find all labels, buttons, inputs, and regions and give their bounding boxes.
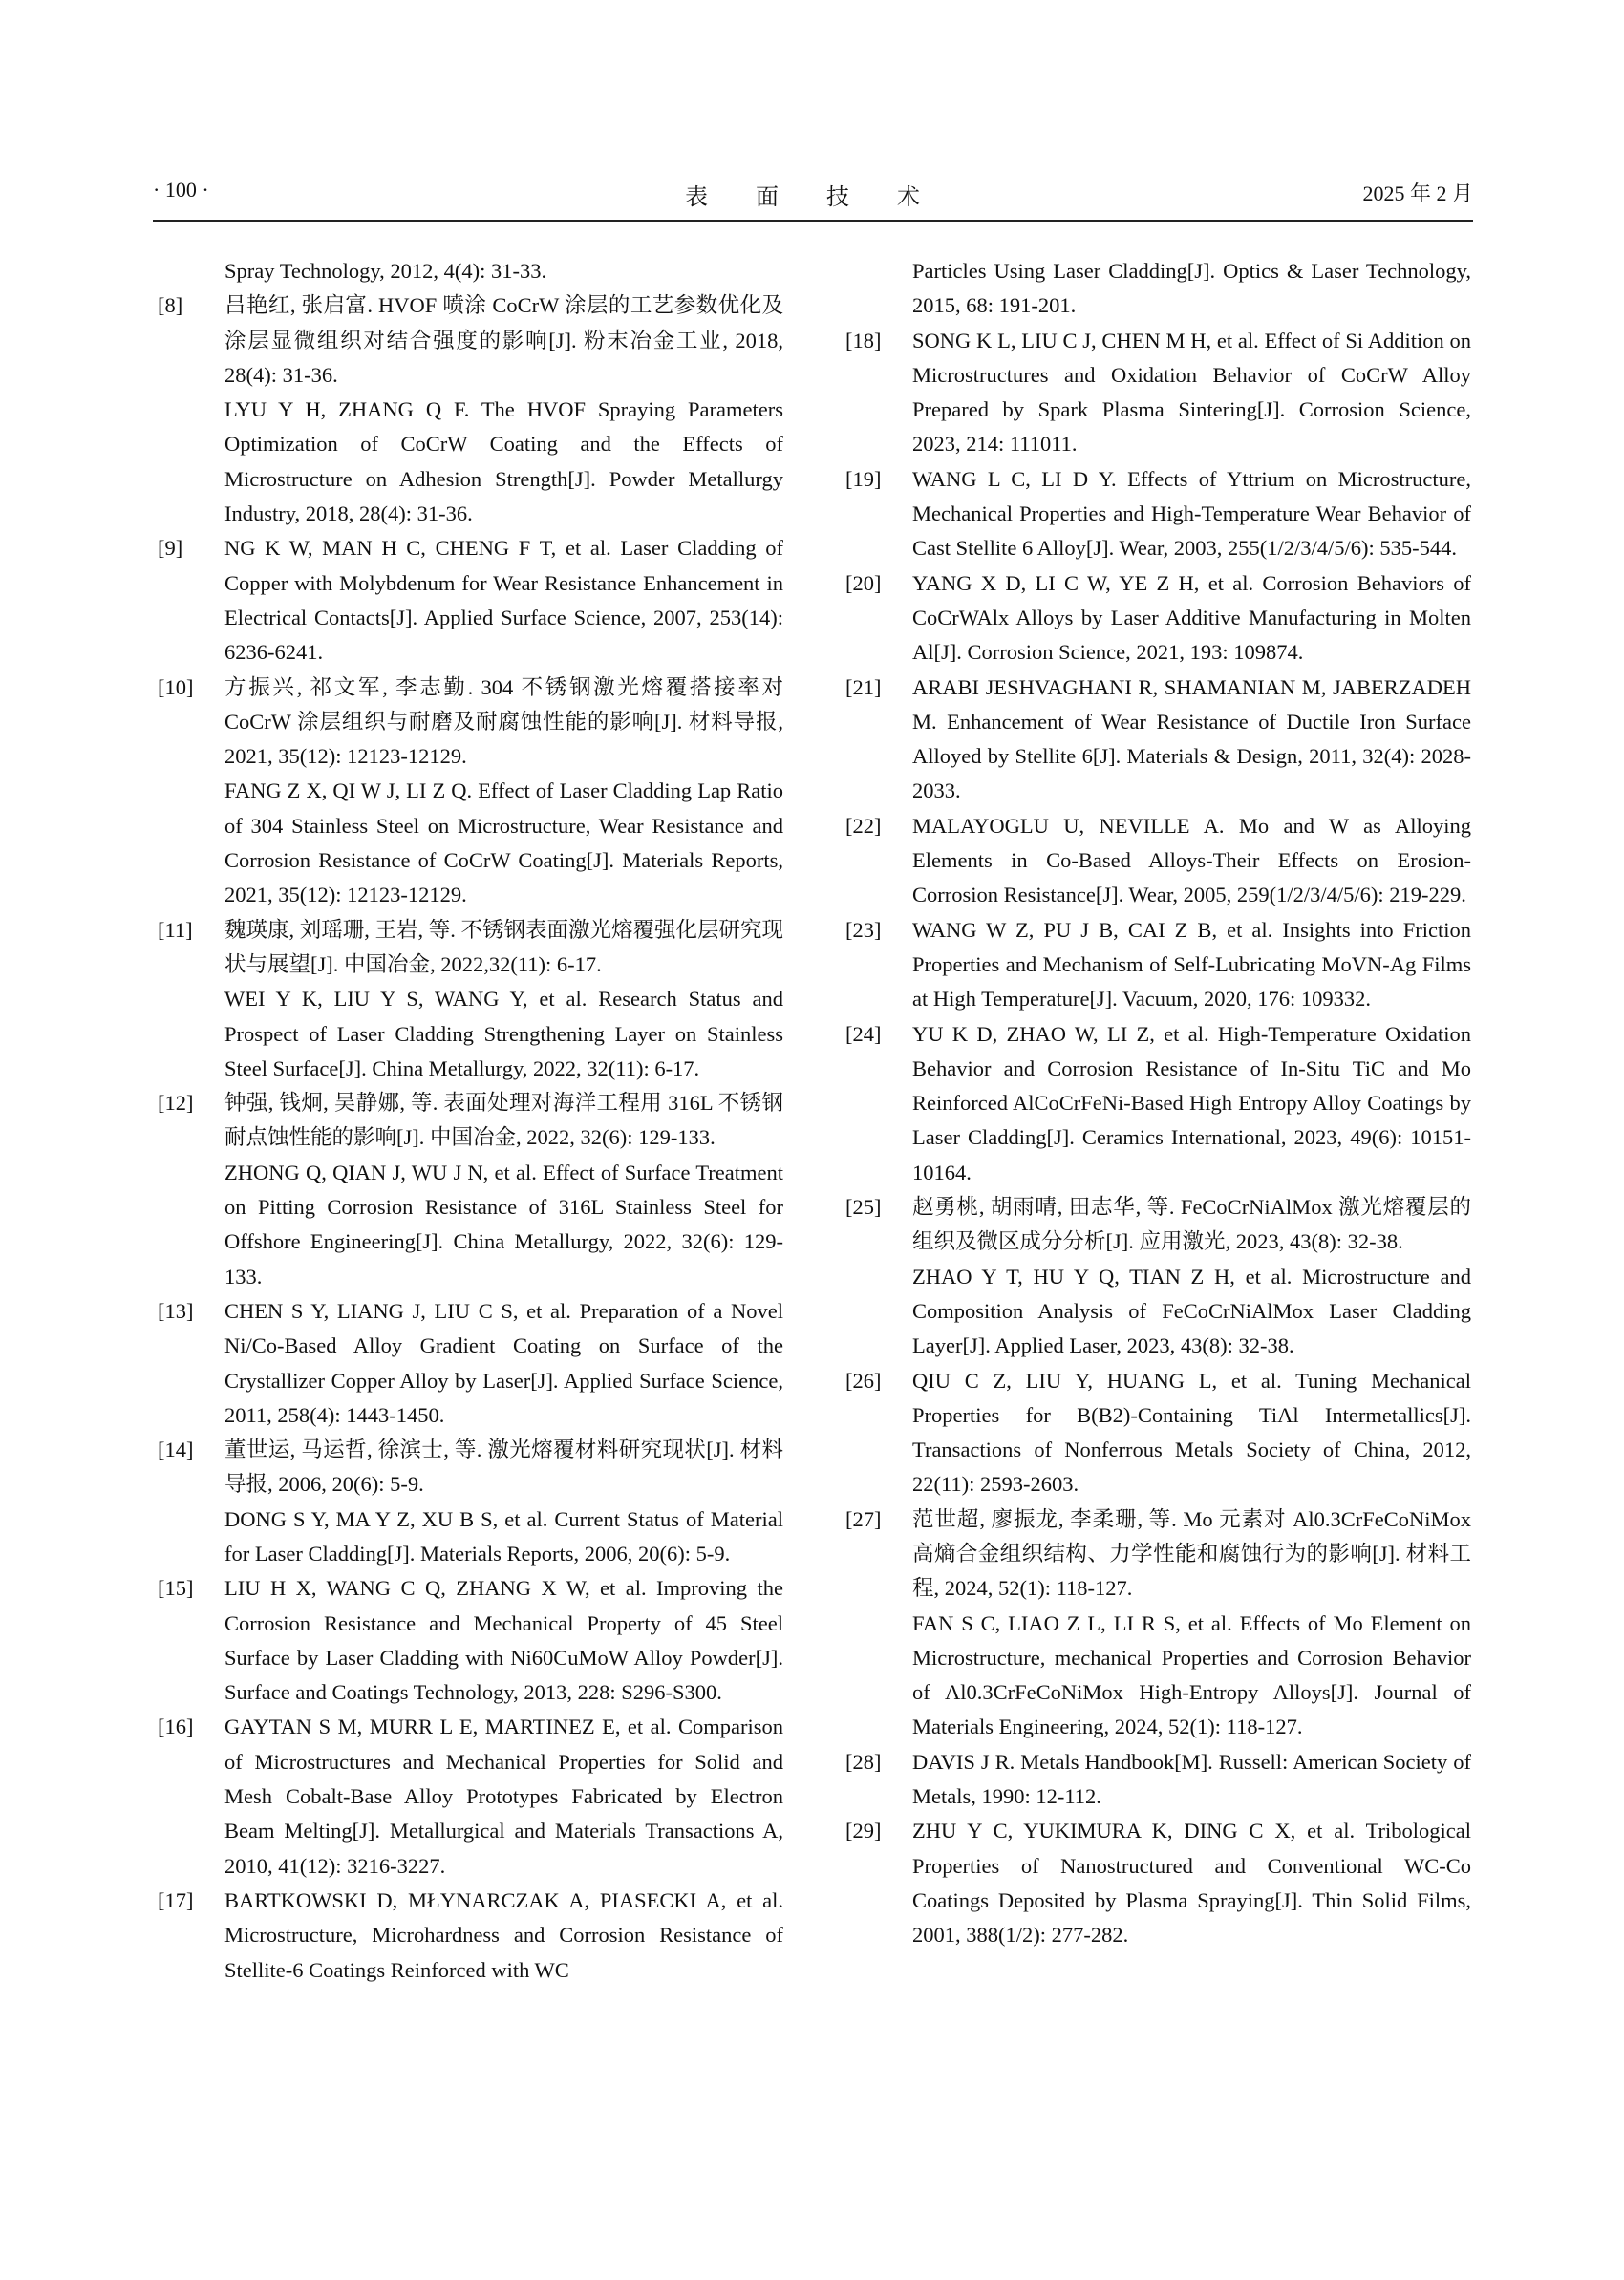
reference-number: [16]: [158, 1715, 194, 1739]
reference-text: BARTKOWSKI D, MŁYNARCZAK A, PIASECKI A, et al. Microstructure, Microhardness and Corrosion Resistance of Stellite-6 Coatings Reinforced with WC: [224, 1887, 783, 1982]
reference-text: 赵勇桃, 胡雨晴, 田志华, 等. FeCoCrNiAlMox 激光熔覆层的组织及微区成分分析[J]. 应用激光, 2023, 43(8): 32-38.: [912, 1195, 1471, 1254]
reference-continuation: [841, 254, 1471, 324]
reference-text: QIU C Z, LIU Y, HUANG L, et al. Tuning Mechanical Properties for B(B2)-Containing TiAl Intermetallics[J]. Transactions of Nonferrous Metals Society of China, 2012, 22(11): 2593-2603.: [912, 1368, 1471, 1497]
reference-column-right: [841, 254, 1471, 1953]
reference-number: [28]: [845, 1749, 882, 1774]
reference-text: Particles Using Laser Cladding[J]. Optics & Laser Technology, 2015, 68: 191-201.: [912, 259, 1471, 318]
reference-number: [21]: [845, 674, 882, 699]
reference-text: CHEN S Y, LIANG J, LIU C S, et al. Preparation of a Novel Ni/Co-Based Alloy Gradient Coating on Surface of the Crystallizer Copper Alloy by Laser[J]. Applied Surface Science, 2011, 258(4): 1443-1450.: [224, 1298, 783, 1427]
issue-date: 2025 年 2 月: [1362, 181, 1473, 205]
reference-item: [841, 1502, 1471, 1745]
reference-text: SONG K L, LIU C J, CHEN M H, et al. Effect of Si Addition on Microstructures and Oxidation Behavior of CoCrW Alloy Prepared by Spark Plasma Sintering[J]. Corrosion Science, 2023, 214: 111011.: [912, 328, 1471, 457]
reference-number: [12]: [158, 1091, 194, 1116]
reference-text: FAN S C, LIAO Z L, LI R S, et al. Effects of Mo Element on Microstructure, mechanical Properties and Corrosion Behavior of Al0.3CrFeCoNiMox High-Entropy Alloys[J]. Journal of Materials Engineering, 2024, 52(1): 118-127.: [912, 1610, 1471, 1739]
reference-number: [9]: [158, 536, 183, 561]
reference-number: [17]: [158, 1887, 194, 1912]
page-number: · 100 ·: [153, 178, 209, 202]
reference-number: [22]: [845, 813, 882, 838]
reference-number: [19]: [845, 466, 882, 491]
reference-text: DONG S Y, MA Y Z, XU B S, et al. Current Status of Material for Laser Cladding[J]. Materials Reports, 2006, 20(6): 5-9.: [224, 1506, 783, 1566]
reference-item: [153, 1294, 783, 1433]
reference-text: ZHAO Y T, HU Y Q, TIAN Z H, et al. Microstructure and Composition Analysis of FeCoCrNiAlMox Laser Cladding Layer[J]. Applied Laser, 2023, 43(8): 32-38.: [912, 1264, 1471, 1358]
running-header: [153, 178, 1473, 220]
reference-number: [15]: [158, 1576, 194, 1601]
reference-item: [841, 324, 1471, 462]
reference-continuation: [153, 254, 783, 288]
reference-item: [153, 1884, 783, 1988]
reference-item: [153, 913, 783, 1086]
reference-item: [841, 566, 1471, 671]
reference-number: [20]: [845, 570, 882, 595]
reference-number: [24]: [845, 1021, 882, 1046]
reference-item: [841, 462, 1471, 566]
reference-text: WANG W Z, PU J B, CAI Z B, et al. Insights into Friction Properties and Mechanism of Self-Lubricating MoVN-Ag Films at High Temperature[J]. Vacuum, 2020, 176: 109332.: [912, 917, 1471, 1012]
reference-number: [26]: [845, 1368, 882, 1393]
reference-item: [153, 1710, 783, 1883]
reference-text: 董世运, 马运哲, 徐滨士, 等. 激光熔覆材料研究现状[J]. 材料导报, 2006, 20(6): 5-9.: [224, 1438, 783, 1497]
reference-item: [153, 1571, 783, 1710]
reference-text: 方振兴, 祁文军, 李志勤. 304 不锈钢激光熔覆搭接率对 CoCrW 涂层组织与耐磨及耐腐蚀性能的影响[J]. 材料导报, 2021, 35(12): 12123-12129.: [224, 674, 783, 769]
reference-number: [14]: [158, 1438, 194, 1462]
reference-item: [841, 1364, 1471, 1502]
reference-item: [841, 671, 1471, 809]
reference-text: FANG Z X, QI W J, LI Z Q. Effect of Laser Cladding Lap Ratio of 304 Stainless Steel on Microstructure, Wear Resistance and Corrosion Resistance of CoCrW Coating[J]. Materials Reports, 2021, 35(12): 12123-12129.: [224, 778, 783, 907]
reference-text: YU K D, ZHAO W, LI Z, et al. High-Temperature Oxidation Behavior and Corrosion Resistance of In-Situ TiC and Mo Reinforced AlCoCrFeNi-Based High Entropy Alloy Coatings by Laser Cladding[J]. Ceramics International, 2023, 49(6): 10151-10164.: [912, 1021, 1471, 1184]
header-rule: [153, 220, 1473, 222]
reference-text: YANG X D, LI C W, YE Z H, et al. Corrosion Behaviors of CoCrWAlx Alloys by Laser Additive Manufacturing in Molten Al[J]. Corrosion Science, 2021, 193: 109874.: [912, 570, 1471, 665]
reference-text: ARABI JESHVAGHANI R, SHAMANIAN M, JABERZADEH M. Enhancement of Wear Resistance of Ductile Iron Surface Alloyed by Stellite 6[J]. Materials & Design, 2011, 32(4): 2028-2033.: [912, 674, 1471, 803]
reference-item: [841, 1814, 1471, 1952]
reference-text: 吕艳红, 张启富. HVOF 喷涂 CoCrW 涂层的工艺参数优化及涂层显微组织对结合强度的影响[J]. 粉末冶金工业, 2018, 28(4): 31-36.: [224, 293, 783, 387]
reference-text: DAVIS J R. Metals Handbook[M]. Russell: American Society of Metals, 1990: 12-112.: [912, 1749, 1471, 1809]
journal-title: 表 面 技 术: [685, 185, 941, 210]
reference-number: [11]: [158, 917, 193, 942]
reference-number: [25]: [845, 1195, 882, 1220]
reference-item: [153, 288, 783, 531]
reference-text: GAYTAN S M, MURR L E, MARTINEZ E, et al. Comparison of Microstructures and Mechanical Properties for Solid and Mesh Cobalt-Base Alloy Prototypes Fabricated by Electron Beam Melting[J]. Metallurgical and Materials Transactions A, 2010, 41(12): 3216-3227.: [224, 1715, 783, 1878]
reference-item: [841, 809, 1471, 913]
reference-number: [10]: [158, 674, 194, 699]
reference-number: [8]: [158, 293, 183, 318]
reference-text: LIU H X, WANG C Q, ZHANG X W, et al. Improving the Corrosion Resistance and Mechanical Property of 45 Steel Surface by Laser Cladding with Ni60CuMoW Alloy Powder[J]. Surface and Coatings Technology, 2013, 228: S296-S300.: [224, 1576, 783, 1705]
reference-text: WEI Y K, LIU Y S, WANG Y, et al. Research Status and Prospect of Laser Cladding Strengthening Layer on Stainless Steel Surface[J]. China Metallurgy, 2022, 32(11): 6-17.: [224, 987, 783, 1080]
reference-item: [153, 1433, 783, 1571]
reference-column-left: [153, 254, 783, 1988]
reference-text: 范世超, 廖振龙, 李柔珊, 等. Mo 元素对 Al0.3CrFeCoNiMox 高熵合金组织结构、力学性能和腐蚀行为的影响[J]. 材料工程, 2024, 52(1): 118-127.: [912, 1506, 1471, 1601]
reference-text: WANG L C, LI D Y. Effects of Yttrium on Microstructure, Mechanical Properties and High-Temperature Wear Behavior of Cast Stellite 6 Alloy[J]. Wear, 2003, 255(1/2/3/4/5/6): 535-544.: [912, 466, 1471, 561]
reference-text: LYU Y H, ZHANG Q F. The HVOF Spraying Parameters Optimization of CoCrW Coating and the Effects of Microstructure on Adhesion Strength[J]. Powder Metallurgy Industry, 2018, 28(4): 31-36.: [224, 397, 783, 526]
reference-number: [29]: [845, 1819, 882, 1843]
reference-text: ZHU Y C, YUKIMURA K, DING C X, et al. Tribological Properties of Nanostructured and Conventional WC-Co Coatings Deposited by Plasma Spraying[J]. Thin Solid Films, 2001, 388(1/2): 277-282.: [912, 1819, 1471, 1948]
reference-number: [13]: [158, 1298, 194, 1323]
reference-text: Spray Technology, 2012, 4(4): 31-33.: [224, 259, 547, 283]
reference-item: [841, 1190, 1471, 1363]
reference-text: MALAYOGLU U, NEVILLE A. Mo and W as Alloying Elements in Co-Based Alloys-Their Effects on Erosion-Corrosion Resistance[J]. Wear, 2005, 259(1/2/3/4/5/6): 219-229.: [912, 813, 1471, 907]
reference-item: [841, 1017, 1471, 1190]
reference-text: NG K W, MAN H C, CHENG F T, et al. Laser Cladding of Copper with Molybdenum for Wear Resistance Enhancement in Electrical Contacts[J]. Applied Surface Science, 2007, 253(14): 6236-6241.: [224, 536, 783, 665]
reference-item: [153, 671, 783, 913]
reference-item: [841, 913, 1471, 1017]
reference-text: ZHONG Q, QIAN J, WU J N, et al. Effect of Surface Treatment on Pitting Corrosion Resistance of 316L Stainless Steel for Offshore Engineering[J]. China Metallurgy, 2022, 32(6): 129-133.: [224, 1160, 783, 1289]
reference-item: [841, 1745, 1471, 1815]
reference-item: [153, 531, 783, 670]
reference-number: [23]: [845, 917, 882, 942]
reference-item: [153, 1086, 783, 1294]
reference-number: [18]: [845, 328, 882, 352]
reference-text: 钟强, 钱炯, 吴静娜, 等. 表面处理对海洋工程用 316L 不锈钢耐点蚀性能的影响[J]. 中国冶金, 2022, 32(6): 129-133.: [224, 1091, 783, 1150]
reference-number: [27]: [845, 1506, 882, 1531]
reference-text: 魏瑛康, 刘瑶珊, 王岩, 等. 不锈钢表面激光熔覆强化层研究现状与展望[J]. 中国冶金, 2022,32(11): 6-17.: [224, 917, 784, 976]
